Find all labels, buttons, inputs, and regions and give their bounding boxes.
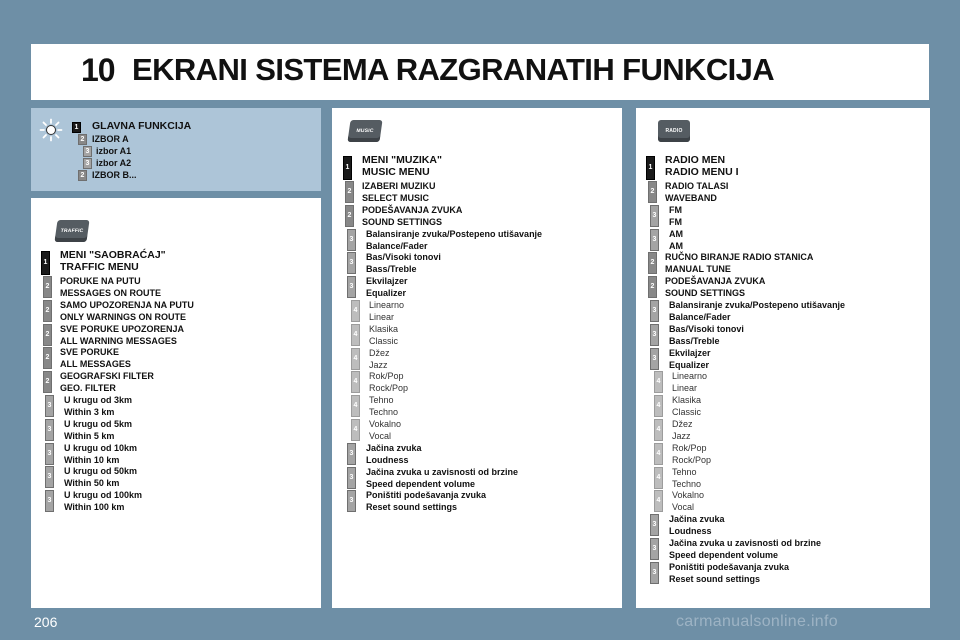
radio-menu-item: [669, 299, 845, 323]
radio-menu-item-line: Balance/Fader: [669, 312, 731, 322]
traffic-menu-item: [60, 323, 184, 347]
traffic-level-badge: 2: [43, 300, 52, 322]
music-menu-item-line: Bass/Treble: [366, 264, 417, 275]
traffic-level-badge: 2: [43, 276, 52, 298]
radio-menu-item-line: Linear: [672, 383, 698, 394]
traffic-level-badge: 3: [45, 419, 54, 441]
music-menu-item-line: Speed dependent volume: [366, 478, 476, 489]
traffic-menu-item-line: U krugu od 3km: [64, 395, 133, 405]
traffic-menu-item: [60, 250, 166, 273]
radio-menu-item-line: Džez: [672, 419, 693, 429]
legend-item: IZBOR B...: [92, 170, 137, 180]
radio-menu-item-line: Bass/Treble: [669, 335, 720, 346]
music-level-badge: 4: [351, 419, 360, 441]
radio-menu-item: [669, 513, 725, 537]
traffic-level-badge: 2: [43, 371, 52, 393]
radio-level-badge: 2: [648, 252, 657, 274]
radio-menu-item-line: Techno: [672, 478, 702, 489]
radio-menu-item: [669, 537, 821, 561]
music-menu-item: [369, 370, 408, 394]
legend-level-badge: 2: [78, 134, 87, 145]
music-menu-item-line: Jačina zvuka u zavisnosti od brzine: [366, 466, 519, 477]
music-level-badge: 4: [351, 324, 360, 346]
radio-menu-item-line: Equalizer: [669, 359, 710, 370]
radio-menu-item: [669, 323, 744, 347]
music-level-badge: 2: [345, 181, 354, 203]
music-level-badge: 4: [351, 300, 360, 322]
chapter-header: [31, 44, 929, 100]
traffic-menu-item-line: MENI "SAOBRAĆAJ": [60, 249, 166, 261]
traffic-menu-item: [64, 442, 137, 466]
radio-menu-item-line: FM: [669, 204, 682, 215]
radio-menu-item: [665, 275, 765, 299]
traffic-menu-item: [64, 489, 142, 513]
music-menu-item-line: Balance/Fader: [366, 240, 428, 251]
radio-level-badge: 4: [654, 395, 663, 417]
music-menu-item: [366, 489, 486, 513]
radio-level-badge: 3: [650, 300, 659, 322]
music-level-badge: 3: [347, 490, 356, 512]
radio-menu-item-line: RADIO MENU I: [665, 165, 739, 178]
radio-menu-item-line: AM: [669, 228, 683, 239]
music-menu-item: [366, 251, 441, 275]
music-menu-item-line: Equalizer: [366, 288, 407, 299]
music-menu-item-line: Balansiranje zvuka/Postepeno utišavanje: [366, 228, 543, 239]
music-menu-item: [369, 323, 398, 347]
radio-level-badge: 3: [650, 324, 659, 346]
traffic-menu-item-line: U krugu od 100km: [64, 490, 143, 501]
radio-menu-item-line: FM: [669, 216, 682, 227]
radio-menu-item-line: Rok/Pop: [672, 442, 707, 453]
music-menu-item-line: Poništiti podešavanja zvuka: [366, 490, 487, 501]
traffic-menu-item-line: GEOGRAFSKI FILTER: [60, 371, 154, 382]
radio-level-badge: 3: [650, 229, 659, 251]
music-menu-item-line: Linear: [369, 312, 395, 322]
radio-menu-item-line: AM: [669, 240, 683, 251]
legend-item: izbor A2: [96, 158, 132, 168]
radio-menu-item: [669, 228, 683, 252]
traffic-level-badge: 2: [43, 324, 52, 346]
music-menu-item-line: Klasika: [369, 323, 399, 334]
chapter-number: 10: [81, 52, 115, 88]
radio-menu-item-line: RADIO TALASI: [665, 181, 729, 191]
music-menu-item: [366, 442, 422, 466]
radio-menu-item: [665, 155, 739, 178]
music-menu-item-line: Rok/Pop: [369, 371, 404, 382]
radio-menu-item-line: RUČNO BIRANJE RADIO STANICA: [665, 252, 814, 263]
music-menu-item: [366, 466, 518, 490]
radio-level-badge: 3: [650, 538, 659, 560]
music-menu-item-line: Tehno: [369, 395, 394, 406]
radio-menu-item-line: Vocal: [672, 502, 695, 513]
radio-menu-item-line: Tehno: [672, 466, 697, 477]
radio-level-badge: 3: [650, 348, 659, 370]
legend-level-badge: 3: [83, 158, 92, 169]
traffic-menu-item-line: ALL MESSAGES: [60, 359, 131, 370]
traffic-menu-item-line: PORUKE NA PUTU: [60, 276, 141, 286]
traffic-menu-item-line: Within 100 km: [64, 502, 125, 513]
traffic-level-badge: 1: [41, 251, 50, 275]
radio-menu-item: [672, 394, 701, 418]
radio-menu-item-line: WAVEBAND: [665, 193, 717, 203]
traffic-menu-item-line: U krugu od 10km: [64, 442, 138, 453]
traffic-menu-item-line: U krugu od 5km: [64, 418, 133, 429]
traffic-menu-item-line: SVE PORUKE: [60, 347, 120, 358]
radio-menu-item-line: MANUAL TUNE: [665, 264, 731, 275]
traffic-menu-item-line: MESSAGES ON ROUTE: [60, 288, 162, 298]
radio-level-badge: 2: [648, 276, 657, 298]
music-menu-item: [369, 347, 390, 371]
music-level-badge: 3: [347, 467, 356, 489]
legend-item: izbor A1: [96, 146, 132, 156]
traffic-menu-item-line: ALL WARNING MESSAGES: [60, 335, 177, 346]
music-menu-item-line: Rock/Pop: [369, 383, 409, 394]
music-menu-item-line: MUSIC MENU: [362, 165, 430, 178]
traffic-menu-item-line: U krugu od 50km: [64, 466, 138, 477]
music-level-badge: 3: [347, 443, 356, 465]
radio-level-badge: 4: [654, 467, 663, 489]
legend-item: GLAVNA FUNKCIJA: [92, 120, 192, 132]
radio-level-badge: 4: [654, 490, 663, 512]
radio-level-badge: 2: [648, 181, 657, 203]
music-menu-item-line: Džez: [369, 347, 390, 358]
radio-menu-item-line: Balansiranje zvuka/Postepeno utišavanje: [669, 300, 846, 310]
music-menu-item-line: Linearno: [369, 300, 405, 310]
music-icon: MUSIC: [347, 120, 382, 142]
radio-icon: RADIO: [658, 120, 690, 142]
music-level-badge: 2: [345, 205, 354, 227]
sun-icon: [39, 118, 63, 142]
radio-menu-item: [669, 347, 711, 371]
traffic-menu-item: [60, 346, 131, 370]
radio-menu-item: [672, 442, 711, 466]
traffic-level-badge: 2: [43, 347, 52, 369]
music-menu-item-line: Jačina zvuka: [366, 442, 422, 453]
music-level-badge: 4: [351, 395, 360, 417]
traffic-menu-item-line: GEO. FILTER: [60, 383, 116, 394]
radio-menu-item-line: Classic: [672, 407, 702, 418]
music-menu-item: [369, 299, 404, 323]
music-menu-item: [369, 394, 398, 418]
traffic-level-badge: 3: [45, 395, 54, 417]
legend-level-badge: 3: [83, 146, 92, 157]
music-level-badge: 3: [347, 252, 356, 274]
radio-menu-item-line: RADIO MEN: [665, 154, 726, 166]
radio-menu-item: [672, 418, 693, 442]
music-menu-item-line: MENI "MUZIKA": [362, 154, 442, 166]
radio-menu-item: [665, 180, 728, 204]
music-menu-item: [362, 204, 462, 228]
music-menu-item: [362, 180, 436, 204]
music-menu-item-line: SOUND SETTINGS: [362, 216, 443, 227]
music-level-badge: 4: [351, 371, 360, 393]
radio-menu-item-line: Loudness: [669, 526, 712, 537]
music-menu-item-line: PODEŠAVANJA ZVUKA: [362, 204, 463, 215]
radio-menu-item: [672, 370, 707, 394]
radio-menu-item-line: Rock/Pop: [672, 454, 712, 465]
radio-menu-item: [669, 204, 682, 228]
music-menu-item-line: Techno: [369, 407, 399, 418]
page-title: EKRANI SISTEMA RAZGRANATIH FUNKCIJA: [132, 52, 775, 87]
radio-menu-item: [672, 489, 704, 513]
traffic-menu-item: [60, 370, 154, 394]
traffic-menu-item-line: Within 5 km: [64, 430, 115, 441]
traffic-menu-item-line: SAMO UPOZORENJA NA PUTU: [60, 299, 194, 310]
page-number: 206: [34, 614, 58, 630]
radio-menu-item-line: Poništiti podešavanja zvuka: [669, 561, 790, 572]
traffic-menu-item-line: Within 50 km: [64, 478, 120, 489]
traffic-menu-item: [64, 418, 132, 442]
music-menu-item: [362, 155, 442, 178]
music-menu-item-line: Bas/Visoki tonovi: [366, 252, 441, 263]
radio-level-badge: 4: [654, 419, 663, 441]
radio-menu-item-line: SOUND SETTINGS: [665, 288, 746, 299]
radio-menu-item: [665, 251, 813, 275]
radio-level-badge: 1: [646, 156, 655, 180]
traffic-level-badge: 3: [45, 490, 54, 512]
radio-level-badge: 3: [650, 205, 659, 227]
radio-menu-item-line: Jačina zvuka: [669, 514, 725, 525]
radio-menu-item-line: Speed dependent volume: [669, 550, 779, 560]
music-level-badge: 3: [347, 229, 356, 251]
music-level-badge: 1: [343, 156, 352, 180]
music-menu-item-line: Jazz: [369, 359, 388, 370]
music-menu-item-line: Loudness: [366, 454, 409, 465]
traffic-menu-item: [60, 299, 194, 323]
traffic-menu-item: [60, 275, 161, 299]
traffic-menu-item-line: SVE PORUKE UPOZORENJA: [60, 323, 185, 334]
traffic-level-badge: 3: [45, 443, 54, 465]
radio-level-badge: 3: [650, 514, 659, 536]
traffic-menu-item-line: Within 10 km: [64, 454, 120, 465]
music-menu-item-line: Classic: [369, 335, 399, 346]
legend-item: IZBOR A: [92, 134, 129, 144]
traffic-level-badge: 3: [45, 466, 54, 488]
music-menu-item-line: Vocal: [369, 431, 392, 441]
radio-menu-item-line: Linearno: [672, 371, 708, 382]
radio-menu-item-line: PODEŠAVANJA ZVUKA: [665, 276, 766, 287]
legend-level-badge: 1: [72, 122, 81, 133]
radio-menu-item-line: Jačina zvuka u zavisnosti od brzine: [669, 538, 822, 548]
traffic-menu-item-line: TRAFFIC MENU: [60, 260, 139, 273]
music-level-badge: 4: [351, 348, 360, 370]
traffic-menu-item-line: Within 3 km: [64, 407, 115, 417]
music-level-badge: 3: [347, 276, 356, 298]
radio-menu-item-line: Ekvilajzer: [669, 347, 711, 358]
radio-menu-item: [669, 561, 789, 585]
radio-menu-item: [672, 466, 701, 490]
music-menu-item: [366, 275, 408, 299]
watermark: carmanualsonline.info: [676, 613, 838, 630]
radio-menu-item-line: Reset sound settings: [669, 573, 761, 584]
traffic-menu-item: [64, 465, 137, 489]
radio-level-badge: 4: [654, 371, 663, 393]
traffic-icon: TRAFFIC: [54, 220, 89, 242]
music-menu-item-line: SELECT MUSIC: [362, 193, 430, 203]
radio-menu-item-line: Bas/Visoki tonovi: [669, 323, 744, 334]
radio-level-badge: 3: [650, 562, 659, 584]
music-menu-item-line: Ekvilajzer: [366, 276, 408, 287]
radio-menu-item-line: Vokalno: [672, 490, 705, 501]
music-menu-item-line: IZABERI MUZIKU: [362, 181, 436, 191]
traffic-menu-item: [64, 394, 132, 418]
music-menu-item: [369, 418, 401, 442]
music-menu-item: [366, 228, 542, 252]
traffic-menu-item-line: ONLY WARNINGS ON ROUTE: [60, 311, 187, 322]
radio-menu-item-line: Jazz: [672, 431, 691, 441]
legend-level-badge: 2: [78, 170, 87, 181]
music-menu-item-line: Reset sound settings: [366, 502, 458, 513]
music-menu-item-line: Vokalno: [369, 419, 402, 429]
radio-level-badge: 4: [654, 443, 663, 465]
radio-menu-item-line: Klasika: [672, 395, 702, 406]
